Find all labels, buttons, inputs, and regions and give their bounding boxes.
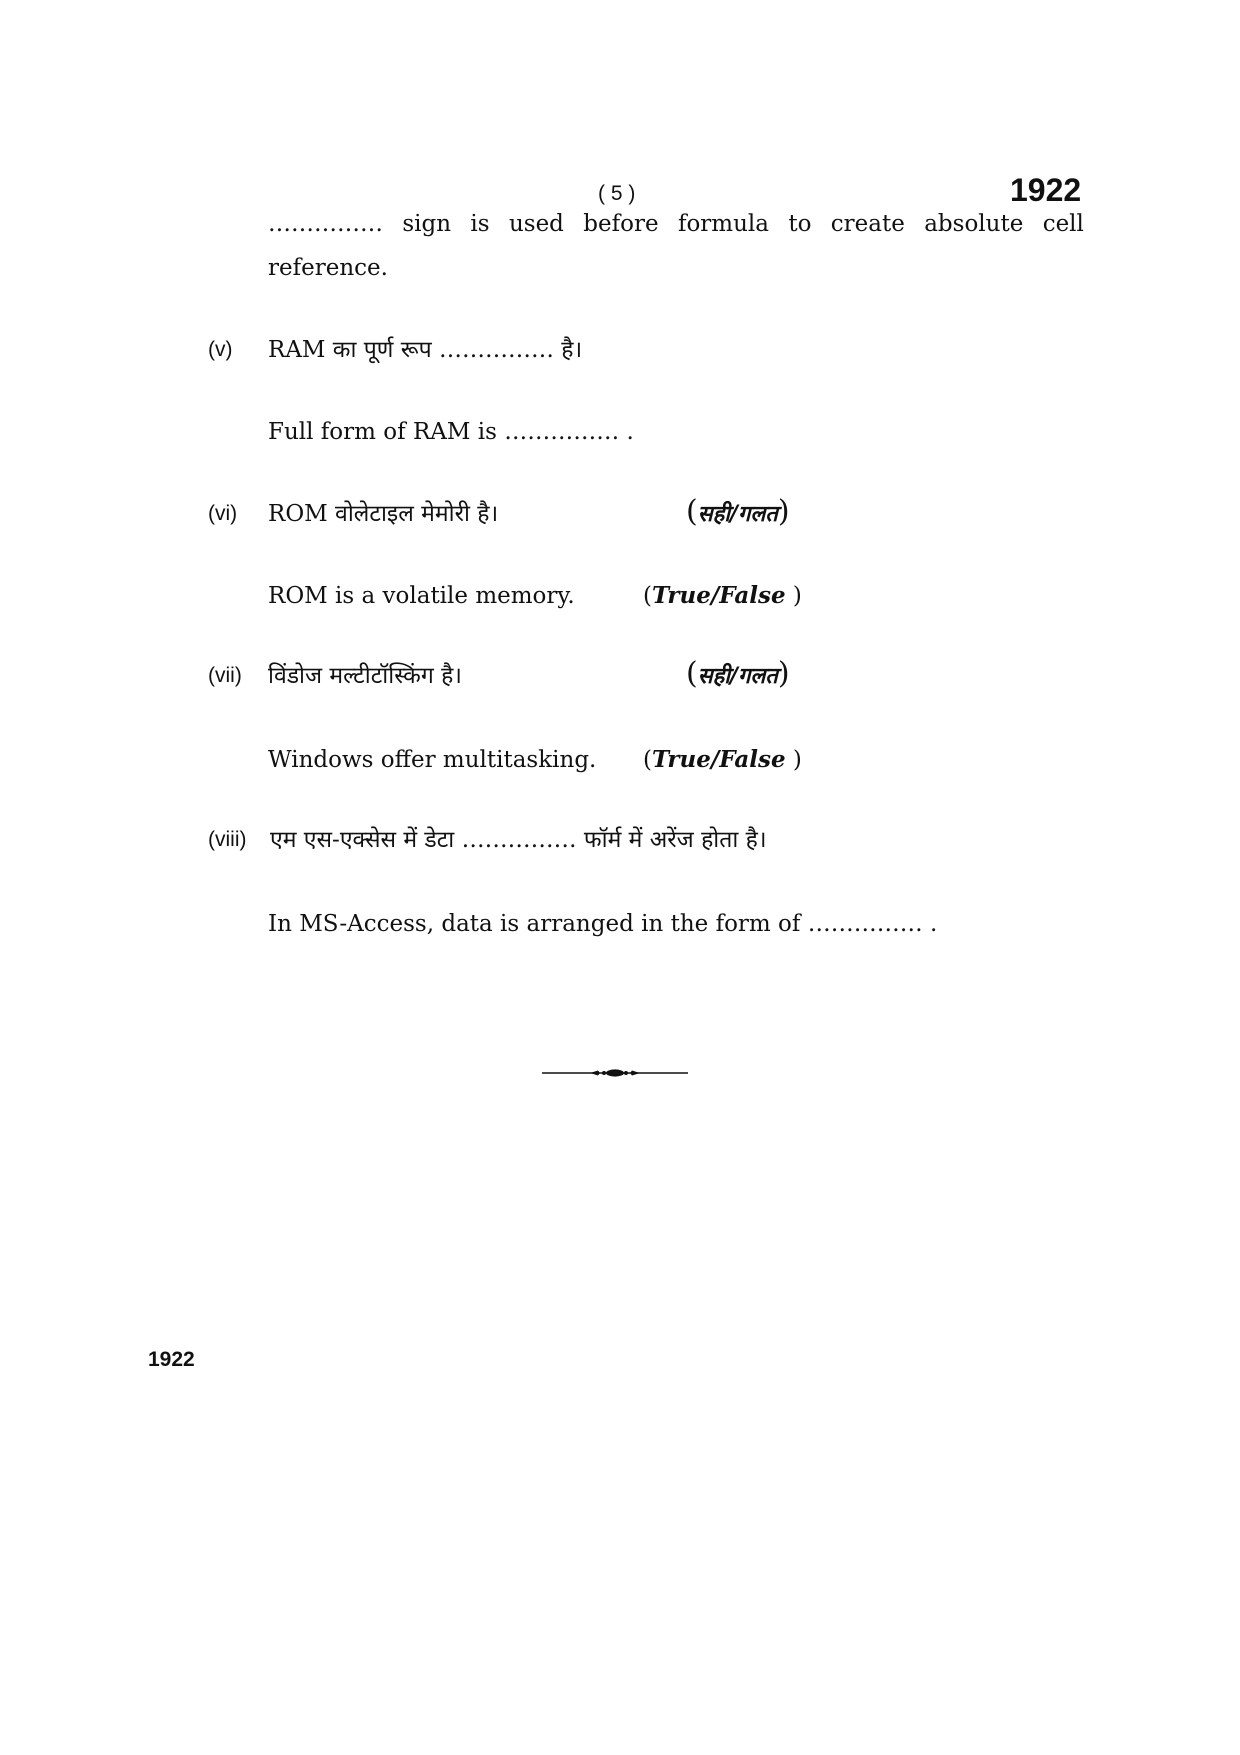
question-vi-hindi: ROM वोलेटाइल मेमोरी है। <box>268 501 499 527</box>
word: …………… <box>268 211 383 237</box>
continuation-line-2: reference. <box>268 255 388 281</box>
word: cell <box>1042 211 1084 237</box>
question-vii-hindi: विंडोज मल्टीटॉस्किंग है। <box>268 663 463 689</box>
word: before <box>583 211 659 237</box>
word: to <box>788 211 812 237</box>
question-vi-english-choice: (True/False ) <box>643 582 802 609</box>
end-ornament-icon <box>542 1066 688 1080</box>
continuation-line-1 <box>268 210 1084 238</box>
choice-text: सही/गलत <box>697 664 778 689</box>
choice-text: सही/गलत <box>697 502 778 527</box>
question-vii-english-choice: (True/False ) <box>643 746 802 773</box>
question-viii-english: In MS-Access, data is arranged in the form of …………… . <box>268 911 938 937</box>
question-number-vi: (vi) <box>208 502 238 525</box>
question-viii-hindi: एम एस-एक्सेस में डेटा …………… फॉर्म में अरेंज होता है। <box>270 827 767 853</box>
question-v-english: Full form of RAM is …………… . <box>268 419 634 445</box>
word: absolute <box>924 211 1024 237</box>
question-vi-hindi-choice: (सही/गलत) <box>686 494 790 529</box>
word: create <box>830 211 905 237</box>
question-v-hindi: RAM का पूर्ण रूप …………… है। <box>268 337 583 363</box>
question-vii-hindi-choice: (सही/गलत) <box>686 656 790 691</box>
paper-code-footer: 1922 <box>148 1348 195 1371</box>
question-number-vii: (vii) <box>208 664 242 687</box>
word: sign <box>402 211 452 237</box>
question-number-v: (v) <box>208 338 233 361</box>
question-number-viii: (viii) <box>208 828 247 851</box>
choice-text: True/False <box>651 746 786 773</box>
page-number: ( 5 ) <box>598 182 636 205</box>
question-vii-english: Windows offer multitasking. <box>268 747 597 773</box>
word: used <box>508 211 564 237</box>
choice-text: True/False <box>651 582 786 609</box>
question-vi-english: ROM is a volatile memory. <box>268 583 575 609</box>
paper-code-header: 1922 <box>1010 172 1082 208</box>
word: is <box>470 211 490 237</box>
word: formula <box>677 211 769 237</box>
